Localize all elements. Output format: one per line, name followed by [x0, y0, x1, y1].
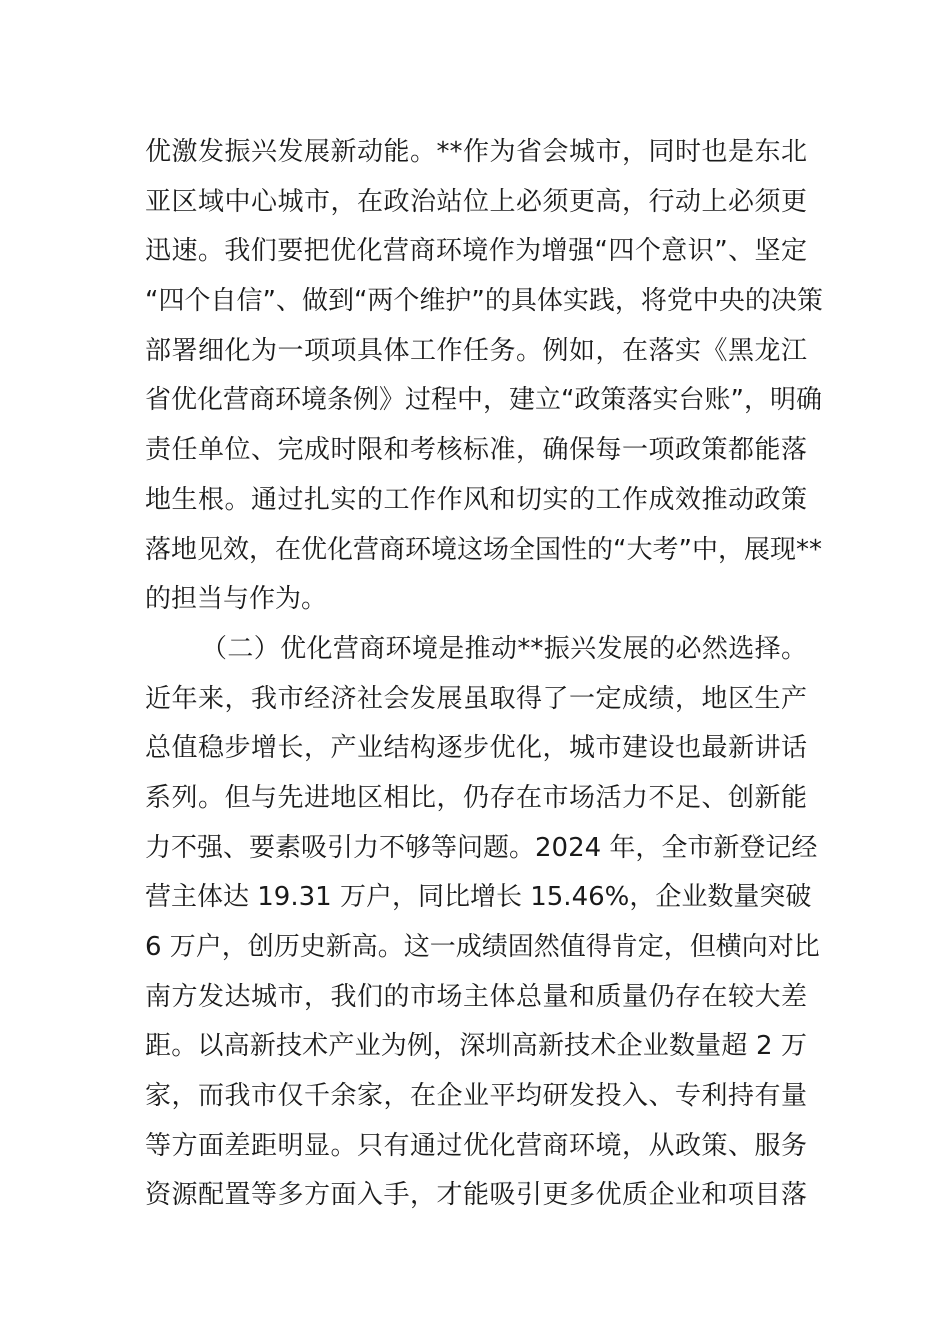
text-line: 南方发达城市，我们的市场主体总量和质量仍存在较大差: [145, 981, 807, 1012]
text-line: 营主体达 19.31 万户，同比增长 15.46%，企业数量突破: [145, 882, 812, 913]
body-text: [145, 128, 823, 1221]
text-line: 6 万户，创历史新高。这一成绩固然值得肯定，但横向对比: [145, 932, 820, 962]
text-line: 家，而我市仅千余家，在企业平均研发投入、专利持有量: [145, 1081, 807, 1112]
section-heading: （二）优化营商环境是推动**振兴发展的必然选择。: [201, 633, 807, 664]
text-line: 优激发振兴发展新动能。**作为省会城市，同时也是东北: [145, 137, 807, 167]
text-line: 系列。但与先进地区相比，仍存在市场活力不足、创新能: [145, 782, 807, 813]
text-line: 责任单位、完成时限和考核标准，确保每一项政策都能落: [145, 435, 807, 466]
text-line: 总值稳步增长，产业结构逐步优化，城市建设也最新讲话: [145, 733, 807, 764]
text-line: “四个自信”、做到“两个维护”的具体实践，将党中央的决策: [145, 286, 823, 317]
text-line: 部署细化为一项项具体工作任务。例如，在落实《黑龙江: [145, 335, 807, 366]
text-line: 的担当与作为。: [145, 584, 328, 615]
text-line: 亚区域中心城市，在政治站位上必须更高，行动上必须更: [145, 186, 807, 217]
text-line: 力不强、要素吸引力不够等问题。2024 年，全市新登记经: [145, 832, 818, 863]
text-line: 迅速。我们要把优化营商环境作为增强“四个意识”、坚定: [145, 236, 807, 267]
text-line: 近年来，我市经济社会发展虽取得了一定成绩，地区生产: [145, 683, 807, 714]
text-line: 地生根。通过扎实的工作作风和切实的工作成效推动政策: [145, 484, 807, 515]
text-line: 距。以高新技术产业为例，深圳高新技术企业数量超 2 万: [145, 1031, 807, 1062]
text-line: 资源配置等多方面入手，才能吸引更多优质企业和项目落: [145, 1180, 807, 1211]
text-line: 落地见效，在优化营商环境这场全国性的“大考”中，展现**: [145, 534, 822, 565]
text-line: 省优化营商环境条例》过程中，建立“政策落实台账”，明确: [145, 385, 822, 416]
text-line: 等方面差距明显。只有通过优化营商环境，从政策、服务: [145, 1130, 807, 1161]
